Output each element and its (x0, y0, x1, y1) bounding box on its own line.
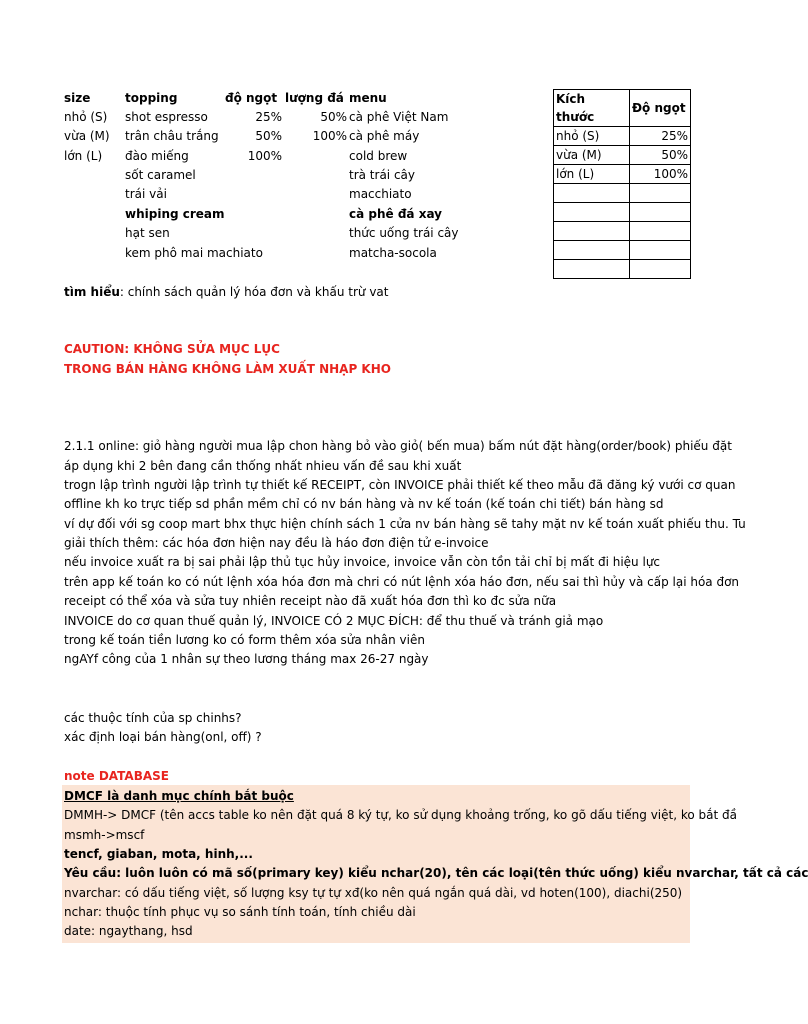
note-line: 2.1.1 online: giỏ hàng người mua lập chon hàng bỏ vào giỏ( bến mua) bấm nút đặt hàng(order/book) phiếu đặt (64, 439, 732, 453)
topping-cell: shot espresso (125, 110, 208, 124)
table-cell (554, 222, 630, 241)
table-cell (554, 241, 630, 260)
table-cell: 50% (630, 146, 691, 165)
header-menu: menu (349, 91, 387, 105)
database-line: msmh->mscf (64, 828, 145, 842)
note-line: ngAYf công của 1 nhân sự theo lương tháng max 26-27 ngày (64, 652, 429, 666)
database-requirement: Yêu cầu: luôn luôn có mã số(primary key) kiểu nchar(20), tên các loại(tên thức uống) kiểu nvarchar, tất cả các (64, 866, 808, 880)
table-cell (630, 203, 691, 222)
menu-cell: macchiato (349, 187, 412, 201)
table-cell: 25% (630, 127, 691, 146)
table-header: Kích thước (554, 90, 630, 127)
note-line: receipt có thể xóa và sửa tuy nhiên receipt nào đã xuất hóa đơn thì ko đc sửa nữa (64, 594, 557, 608)
note-line: giải thích thêm: các hóa đơn hiện nay đều là háo đơn điện tử e-invoice (64, 536, 489, 550)
caution-line: CAUTION: KHÔNG SỬA MỤC LỤC (64, 342, 280, 356)
sweetness-cell: 100% (247, 149, 282, 163)
note-line: ví dự đối với sg coop mart bhx thực hiện chính sách 1 cửa nv bán hàng sẽ tahy mặt nv kế toán xuất phiếu thu. Tu (64, 517, 746, 531)
database-line: nchar: thuộc tính phục vụ so sánh tính toán, tính chiều dài (64, 905, 416, 919)
note-line: nếu invoice xuất ra bị sai phải lập thủ tục hủy invoice, invoice vẫn còn tồn tải chỉ bị mất đi hiệu lực (64, 555, 661, 569)
note-line: trên app kế toán ko có nút lệnh xóa hóa đơn mà chri có nút lệnh xóa háo đơn, nếu sai thì hủy và cấp lại hóa đơn (64, 575, 740, 589)
topping-cell: whiping cream (125, 207, 225, 221)
menu-cell: cà phê Việt Nam (349, 110, 449, 124)
question-line: các thuộc tính của sp chinhs? (64, 711, 242, 725)
caution-line: TRONG BÁN HÀNG KHÔNG LÀM XUẤT NHẠP KHO (64, 362, 391, 376)
header-topping: topping (125, 91, 178, 105)
sweetness-cell: 25% (255, 110, 282, 124)
ice-cell: 100% (312, 129, 347, 143)
note-line: trogn lập trình người lập trình tự thiết kế RECEIPT, còn INVOICE phải thiết kế theo mẫu đã đăng ký vưới cơ quan (64, 478, 736, 492)
table-cell: vừa (M) (554, 146, 630, 165)
menu-cell: cà phê đá xay (349, 207, 442, 221)
topping-cell: kem phô mai machiato (125, 246, 263, 260)
menu-cell: matcha-socola (349, 246, 437, 260)
topping-cell: hạt sen (125, 226, 170, 240)
database-line: date: ngaythang, hsd (64, 924, 193, 938)
database-line: DMMH-> DMCF (tên accs table ko nên đặt quá 8 ký tự, ko sử dụng khoảng trống, ko gõ dấu tiếng việt, ko bắt đầ (64, 808, 737, 822)
size-cell: lớn (L) (64, 149, 103, 163)
menu-cell: cà phê máy (349, 129, 420, 143)
topping-cell: đào miếng (125, 149, 189, 163)
database-line: nvarchar: có dấu tiếng việt, số lượng ksy tự tự xđ(ko nên quá ngắn quá dài, vd hoten(100), diachi(250) (64, 886, 683, 900)
menu-cell: cold brew (349, 149, 408, 163)
database-heading: DMCF là danh mục chính bắt buộc (64, 789, 294, 803)
table-cell (554, 260, 630, 279)
research-text: : chính sách quản lý hóa đơn và khấu trừ vat (119, 285, 389, 299)
header-sweetness: độ ngọt (225, 91, 278, 105)
topping-cell: trái vải (125, 187, 167, 201)
table-cell (630, 184, 691, 203)
note-line: INVOICE do cơ quan thuế quản lý, INVOICE CÓ 2 MỤC ĐÍCH: để thu thuế và tránh giả mạo (64, 614, 604, 628)
table-header: Độ ngọt (630, 90, 691, 127)
size-sweetness-table (553, 89, 691, 279)
database-title: note DATABASE (64, 769, 169, 783)
menu-cell: thức uống trái cây (349, 226, 459, 240)
header-size: size (64, 91, 91, 105)
note-line: áp dụng khi 2 bên đang cần thống nhất nhieu vấn đề sau khi xuất (64, 459, 462, 473)
research-label: tìm hiểu (64, 285, 120, 299)
menu-cell: trà trái cây (349, 168, 415, 182)
size-cell: vừa (M) (64, 129, 110, 143)
topping-cell: trân châu trắng (125, 129, 219, 143)
research-line (64, 283, 388, 302)
size-cell: nhỏ (S) (64, 110, 108, 124)
table-cell (630, 260, 691, 279)
sweetness-cell: 50% (255, 129, 282, 143)
ice-cell: 50% (320, 110, 347, 124)
question-line: xác định loại bán hàng(onl, off) ? (64, 730, 262, 744)
note-line: offline kh ko trực tiếp sd phần mềm chỉ có nv bán hàng và nv kế toán (kế toán chi tiết) bán hàng sd (64, 497, 664, 511)
table-cell: nhỏ (S) (554, 127, 630, 146)
table-cell (630, 241, 691, 260)
table-cell (554, 203, 630, 222)
header-ice: lượng đá (285, 91, 344, 105)
table-cell: lớn (L) (554, 165, 630, 184)
note-line: trong kế toán tiền lương ko có form thêm xóa sửa nhân viên (64, 633, 425, 647)
table-cell: 100% (630, 165, 691, 184)
table-cell (630, 222, 691, 241)
database-fields: tencf, giaban, mota, hinh,... (64, 847, 253, 861)
table-cell (554, 184, 630, 203)
topping-cell: sốt caramel (125, 168, 196, 182)
